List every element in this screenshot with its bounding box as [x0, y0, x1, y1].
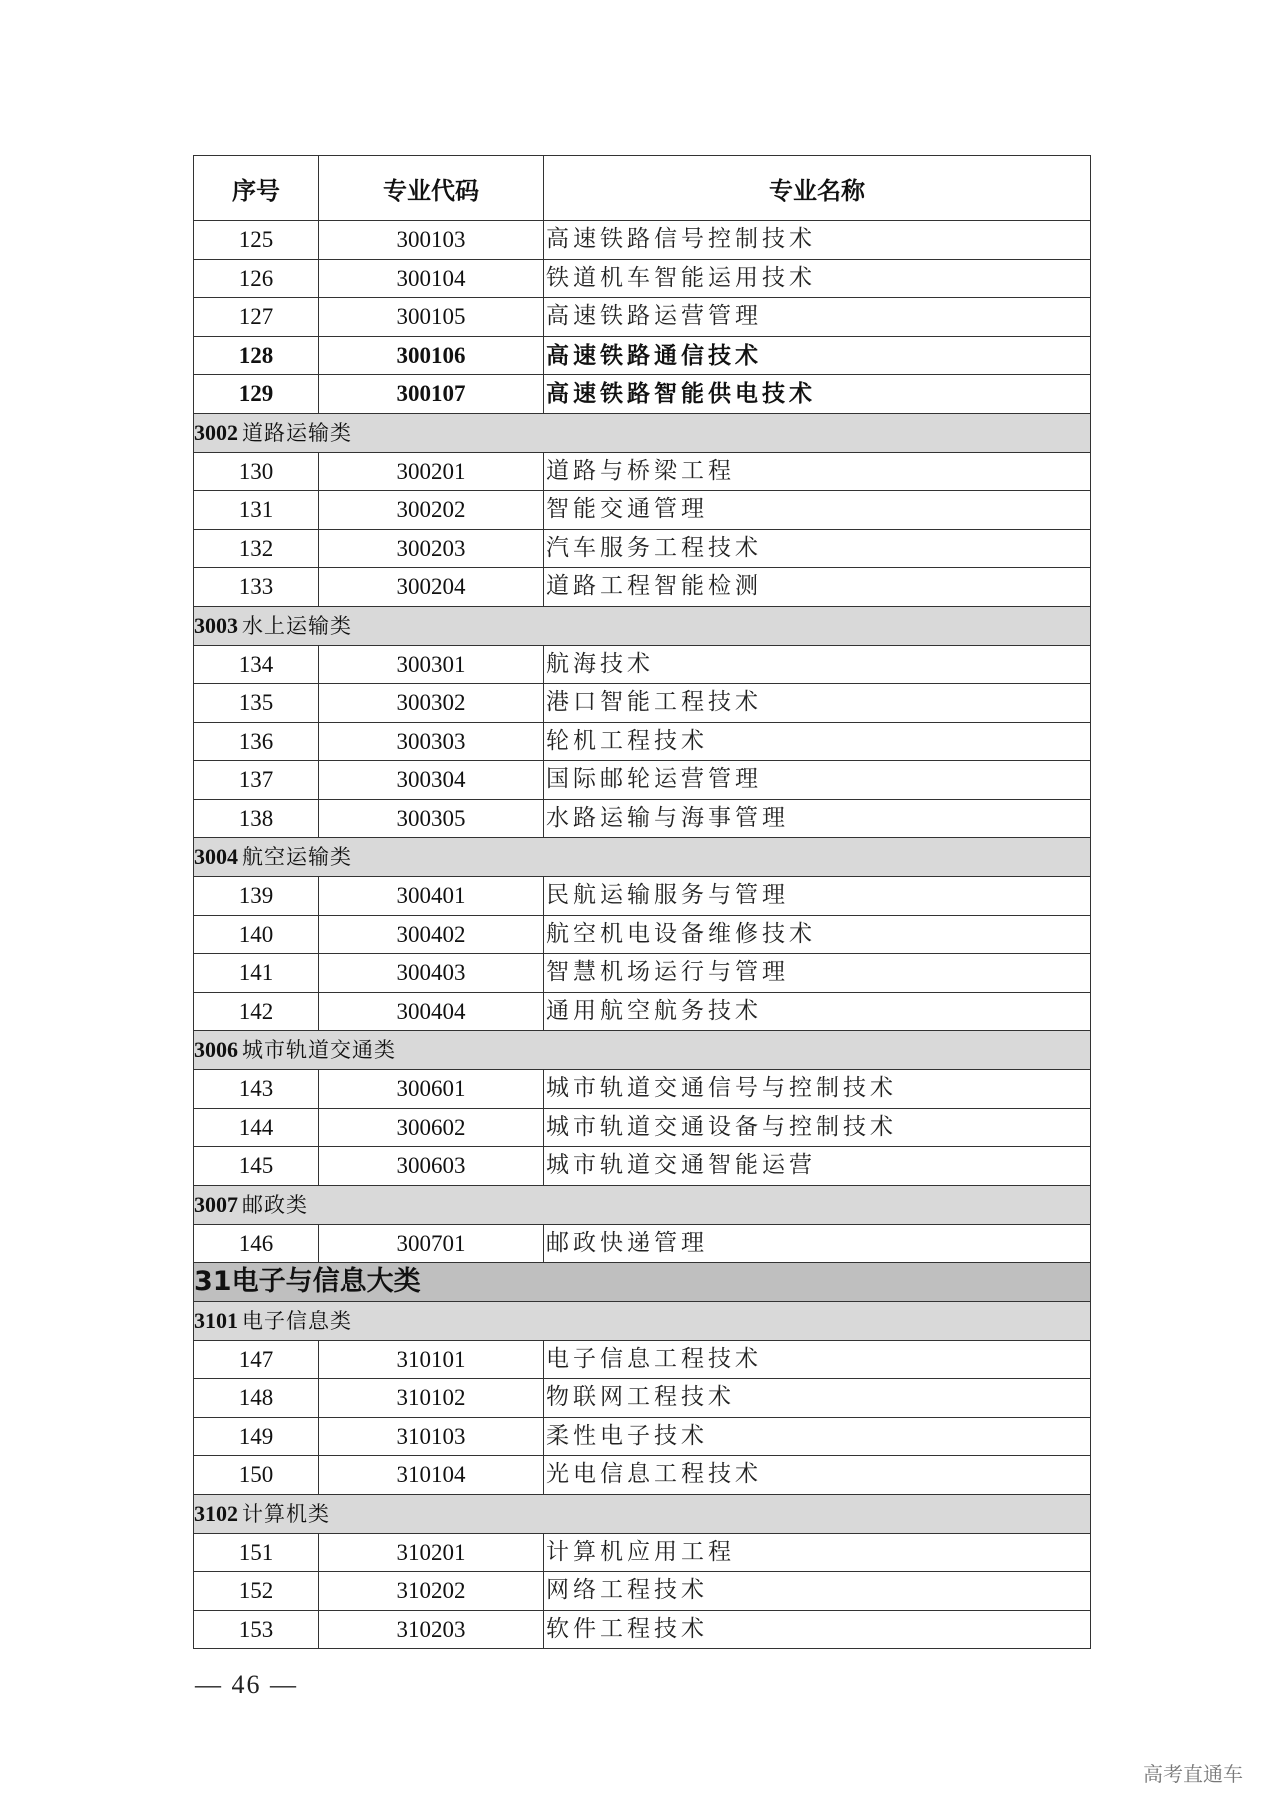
major-category-row	[194, 1263, 1091, 1302]
serial-number-cell: 127	[194, 298, 319, 337]
major-code-cell: 300304	[319, 761, 544, 800]
table-row	[194, 761, 1091, 800]
serial-number-cell: 153	[194, 1610, 319, 1649]
serial-number-cell: 151	[194, 1533, 319, 1572]
table-row	[194, 375, 1091, 414]
major-name-cell: 电子信息工程技术	[544, 1340, 1091, 1379]
category-name: 水上运输类	[242, 613, 352, 638]
major-code-cell: 300204	[319, 568, 544, 607]
category-label	[194, 838, 1091, 877]
major-code-cell: 310203	[319, 1610, 544, 1649]
serial-number-cell: 141	[194, 954, 319, 993]
table-row	[194, 298, 1091, 337]
category-code: 3101	[194, 1307, 238, 1333]
major-code-cell: 300303	[319, 722, 544, 761]
table-row	[194, 1533, 1091, 1572]
major-code-cell: 300107	[319, 375, 544, 414]
serial-number-cell: 134	[194, 645, 319, 684]
serial-number-cell: 140	[194, 915, 319, 954]
major-code-cell: 310202	[319, 1572, 544, 1611]
major-name-cell: 通用航空航务技术	[544, 992, 1091, 1031]
major-name-cell: 城市轨道交通设备与控制技术	[544, 1108, 1091, 1147]
header-major-name: 专业名称	[544, 156, 1091, 221]
serial-number-cell: 132	[194, 529, 319, 568]
category-row	[194, 1494, 1091, 1533]
major-name-cell: 计算机应用工程	[544, 1533, 1091, 1572]
category-label	[194, 1031, 1091, 1070]
table-row	[194, 684, 1091, 723]
major-name-cell: 高速铁路信号控制技术	[544, 221, 1091, 260]
major-code-cell: 310201	[319, 1533, 544, 1572]
table-row	[194, 954, 1091, 993]
major-name-cell: 网络工程技术	[544, 1572, 1091, 1611]
serial-number-cell: 139	[194, 877, 319, 916]
major-code-cell: 300402	[319, 915, 544, 954]
table-row	[194, 1379, 1091, 1418]
serial-number-cell: 131	[194, 491, 319, 530]
table-row	[194, 529, 1091, 568]
major-code-cell: 300203	[319, 529, 544, 568]
major-code-cell: 300104	[319, 259, 544, 298]
table-row	[194, 336, 1091, 375]
serial-number-cell: 142	[194, 992, 319, 1031]
major-code-cell: 300404	[319, 992, 544, 1031]
major-code-cell: 300302	[319, 684, 544, 723]
serial-number-cell: 126	[194, 259, 319, 298]
table-row	[194, 1108, 1091, 1147]
table-row	[194, 1224, 1091, 1263]
major-name-cell: 民航运输服务与管理	[544, 877, 1091, 916]
category-code: 3007	[194, 1191, 238, 1217]
category-name: 道路运输类	[242, 420, 352, 445]
table-row	[194, 992, 1091, 1031]
major-name-cell: 城市轨道交通智能运营	[544, 1147, 1091, 1186]
major-code-cell: 300201	[319, 452, 544, 491]
major-name-cell: 铁道机车智能运用技术	[544, 259, 1091, 298]
table-row	[194, 1147, 1091, 1186]
table-row	[194, 221, 1091, 260]
category-name: 城市轨道交通类	[242, 1038, 396, 1062]
major-name-cell: 水路运输与海事管理	[544, 799, 1091, 838]
major-name-cell: 柔性电子技术	[544, 1417, 1091, 1456]
major-code-cell: 300202	[319, 491, 544, 530]
major-name-cell: 软件工程技术	[544, 1610, 1091, 1649]
major-name-cell: 道路与桥梁工程	[544, 452, 1091, 491]
category-label	[194, 1301, 1091, 1340]
table-row	[194, 799, 1091, 838]
major-name-cell: 港口智能工程技术	[544, 684, 1091, 723]
category-label	[194, 1185, 1091, 1224]
table-row	[194, 452, 1091, 491]
serial-number-cell: 125	[194, 221, 319, 260]
table-row	[194, 722, 1091, 761]
major-name-cell: 光电信息工程技术	[544, 1456, 1091, 1495]
major-name-cell: 高速铁路智能供电技术	[544, 375, 1091, 414]
major-code-cell: 300103	[319, 221, 544, 260]
major-name-cell: 智能交通管理	[544, 491, 1091, 530]
category-code: 3002	[194, 419, 238, 445]
table-row	[194, 1417, 1091, 1456]
serial-number-cell: 137	[194, 761, 319, 800]
category-code: 3004	[194, 844, 238, 869]
category-row	[194, 1301, 1091, 1340]
category-code: 3006	[194, 1037, 238, 1062]
serial-number-cell: 130	[194, 452, 319, 491]
serial-number-cell: 148	[194, 1379, 319, 1418]
serial-number-cell: 128	[194, 336, 319, 375]
category-name: 电子与信息大类	[231, 1266, 421, 1298]
major-code-cell: 310103	[319, 1417, 544, 1456]
category-code: 3102	[194, 1500, 238, 1526]
major-name-cell: 航海技术	[544, 645, 1091, 684]
major-code-cell: 310101	[319, 1340, 544, 1379]
table-row	[194, 491, 1091, 530]
category-code: 31	[194, 1266, 232, 1298]
majors-table	[193, 155, 1091, 1649]
major-code-cell: 300106	[319, 336, 544, 375]
category-name: 航空运输类	[242, 845, 352, 869]
table-row	[194, 1572, 1091, 1611]
category-label	[194, 1494, 1091, 1533]
serial-number-cell: 133	[194, 568, 319, 607]
page-number: — 46 —	[195, 1670, 298, 1699]
major-name-cell: 物联网工程技术	[544, 1379, 1091, 1418]
serial-number-cell: 143	[194, 1070, 319, 1109]
table-row	[194, 915, 1091, 954]
table-row	[194, 1456, 1091, 1495]
serial-number-cell: 136	[194, 722, 319, 761]
serial-number-cell: 147	[194, 1340, 319, 1379]
major-name-cell: 城市轨道交通信号与控制技术	[544, 1070, 1091, 1109]
major-name-cell: 高速铁路运营管理	[544, 298, 1091, 337]
table-row	[194, 1340, 1091, 1379]
major-code-cell: 300401	[319, 877, 544, 916]
category-row	[194, 1031, 1091, 1070]
serial-number-cell: 152	[194, 1572, 319, 1611]
serial-number-cell: 138	[194, 799, 319, 838]
category-code: 3003	[194, 612, 238, 638]
category-label	[194, 413, 1091, 452]
serial-number-cell: 149	[194, 1417, 319, 1456]
category-name: 计算机类	[242, 1501, 330, 1526]
table-body	[194, 221, 1091, 1649]
major-name-cell: 邮政快递管理	[544, 1224, 1091, 1263]
table-row	[194, 568, 1091, 607]
header-major-code: 专业代码	[319, 156, 544, 221]
category-name: 邮政类	[242, 1192, 308, 1217]
table-row	[194, 645, 1091, 684]
major-name-cell: 道路工程智能检测	[544, 568, 1091, 607]
major-code-cell: 300601	[319, 1070, 544, 1109]
serial-number-cell: 150	[194, 1456, 319, 1495]
major-name-cell: 国际邮轮运营管理	[544, 761, 1091, 800]
major-name-cell: 航空机电设备维修技术	[544, 915, 1091, 954]
major-code-cell: 300105	[319, 298, 544, 337]
category-name: 电子信息类	[242, 1308, 352, 1333]
table-row	[194, 259, 1091, 298]
major-code-cell: 300603	[319, 1147, 544, 1186]
major-code-cell: 310102	[319, 1379, 544, 1418]
table-row	[194, 877, 1091, 916]
category-row	[194, 838, 1091, 877]
category-label	[194, 606, 1091, 645]
header-serial-number: 序号	[194, 156, 319, 221]
major-code-cell: 310104	[319, 1456, 544, 1495]
category-row	[194, 413, 1091, 452]
serial-number-cell: 135	[194, 684, 319, 723]
table-header	[194, 156, 1091, 221]
serial-number-cell: 146	[194, 1224, 319, 1263]
major-code-cell: 300602	[319, 1108, 544, 1147]
serial-number-cell: 129	[194, 375, 319, 414]
major-code-cell: 300701	[319, 1224, 544, 1263]
category-row	[194, 1185, 1091, 1224]
major-name-cell: 轮机工程技术	[544, 722, 1091, 761]
major-name-cell: 高速铁路通信技术	[544, 336, 1091, 375]
major-category-label	[194, 1263, 1091, 1302]
category-row	[194, 606, 1091, 645]
table-row	[194, 1610, 1091, 1649]
serial-number-cell: 144	[194, 1108, 319, 1147]
major-code-cell: 300305	[319, 799, 544, 838]
table-row	[194, 1070, 1091, 1109]
serial-number-cell: 145	[194, 1147, 319, 1186]
watermark: 高考直通车	[1143, 1762, 1243, 1786]
major-name-cell: 智慧机场运行与管理	[544, 954, 1091, 993]
major-code-cell: 300301	[319, 645, 544, 684]
major-code-cell: 300403	[319, 954, 544, 993]
major-name-cell: 汽车服务工程技术	[544, 529, 1091, 568]
